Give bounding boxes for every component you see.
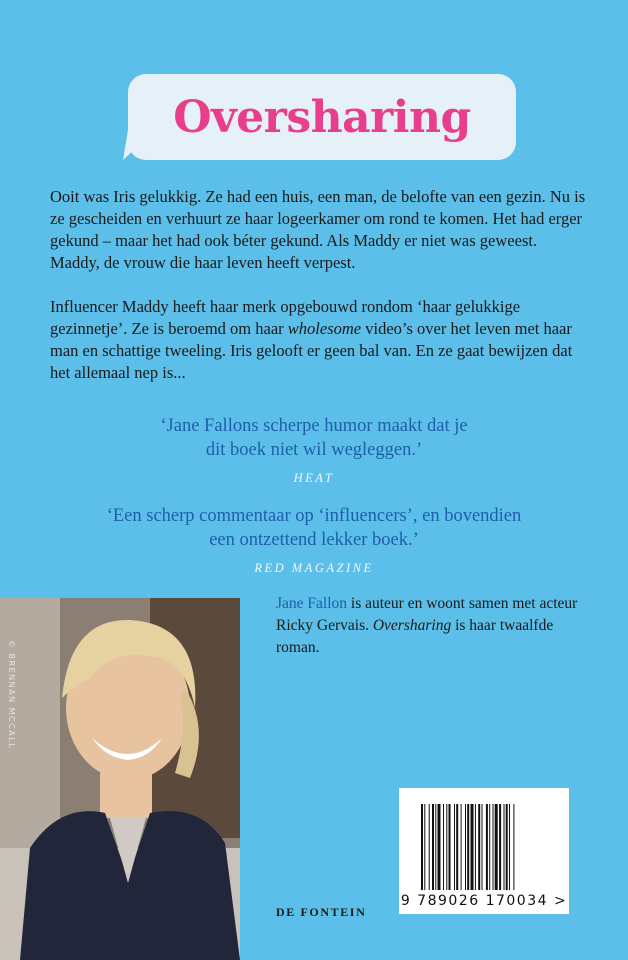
barcode-bar [449,804,451,890]
quote-text [60,504,568,552]
blurb-paragraph-2 [50,296,590,384]
barcode-bar [454,804,455,890]
quote-line: een ontzettend lekker boek.’ [209,530,419,550]
barcode-bar [499,804,501,890]
barcode-bar [489,804,490,890]
barcode-bar [429,804,430,890]
publisher-name: DE FONTEIN [276,905,367,919]
quote-source: HEAT [293,471,335,485]
barcode-bar [443,804,444,890]
quote-text [60,414,568,462]
blurb-text-part: Influencer Maddy heeft haar merk opgebouwd rondom ‘haar gelukkige gezinnetje’. Ze is beroemd om haar [50,297,521,338]
barcode-bar [435,804,436,890]
blurb-emphasis: wholesome [287,319,362,338]
quote-line: ‘Jane Fallons scherpe humor maakt dat je [160,416,468,436]
barcode-bar [509,804,510,890]
isbn-barcode [399,788,569,914]
review-quote [60,504,568,576]
barcode-bar [438,804,441,890]
barcode-bar [461,804,462,890]
quote-line: ‘Een scherp commentaar op ‘influencers’, en bovendien [106,506,522,526]
isbn-digits: 9 789026 170034 > [400,893,568,909]
barcode-bar [421,804,423,890]
bio-book-title: Oversharing [372,617,452,634]
barcode-bar [482,804,483,890]
barcode-bar [493,804,494,890]
bio-text-part: is auteur en woont samen met acteur Ricky Gervais. [276,595,578,634]
barcode-bar [465,804,466,890]
barcode-bar [446,804,447,890]
barcode-bar [513,804,514,890]
barcode-bar [478,804,480,890]
author-bio [276,593,596,659]
barcode-bar [475,804,476,890]
blurb-text-part: video’s over het leven met haar man en schattige tweeling. Iris gelooft er geen bal van. En ze gaat bewijzen dat het allemaal nep is... [50,319,573,382]
book-title: Oversharing [173,91,471,143]
barcode-bar [506,804,508,890]
quote-line: dit boek niet wil wegleggen.’ [205,440,423,460]
barcode-bar [486,804,488,890]
author-photo [0,598,240,960]
barcode-bar [424,804,425,890]
barcode-bar [456,804,458,890]
bio-text-part: is haar twaalfde roman. [276,617,554,656]
barcode-bar [467,804,469,890]
barcode-bar [504,804,505,890]
barcode-bar [432,804,434,890]
photo-credit: © BRENNAN MCCALL [7,640,16,750]
quote-source: RED MAGAZINE [254,561,374,575]
blurb-paragraph-1: Ooit was Iris gelukkig. Ze had een huis, een man, de belofte van een gezin. Nu is ze gescheiden en verhuurt ze haar logeerkamer om rond te komen. Het had erger gekund – maar het had ook béter gekund. Als Maddy er niet was geweest. Maddy, de vrouw die haar leven heeft verpest. [50,187,586,272]
title-speech-bubble [128,74,516,160]
barcode-bar [471,804,474,890]
barcode-bar [495,804,498,890]
review-quote [60,414,568,486]
author-name: Jane Fallon [276,595,348,612]
